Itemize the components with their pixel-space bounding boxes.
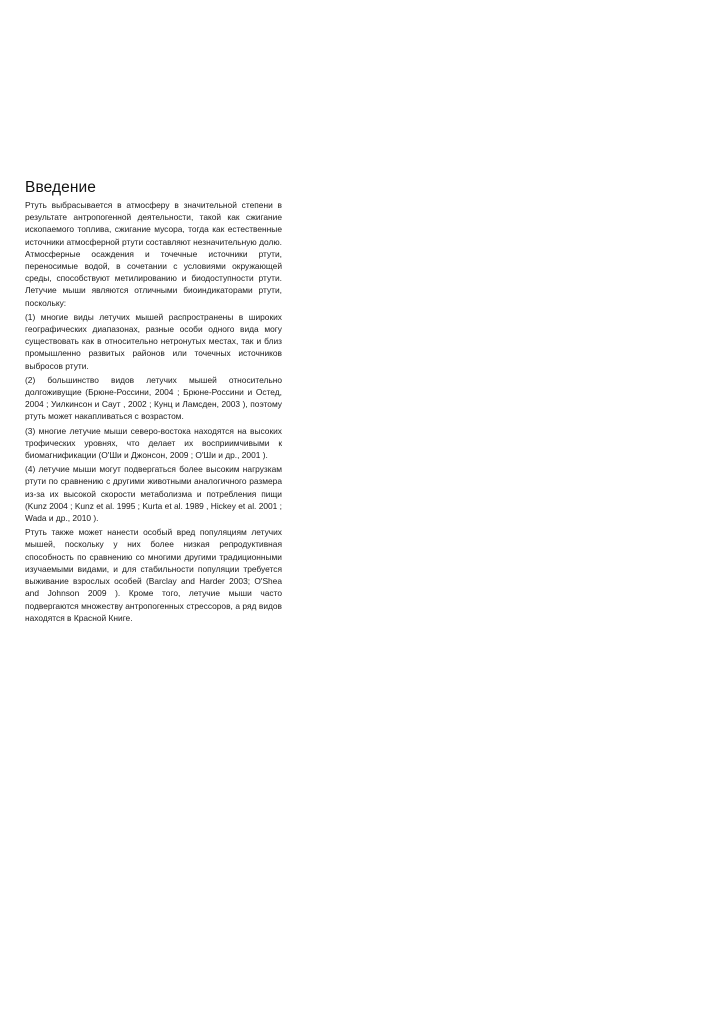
paragraph-reason-2: (2) большинство видов летучих мышей относительно долгоживущие (Брюне-Россини, 2004 ; Брюне-Россини и Остед, 2004 ; Уилкинсон и Саут , 2002 ; Кунц и Ламсден, 2003 ), поэтому ртуть может накапливаться с возрастом.	[25, 374, 282, 422]
section-heading: Введение	[25, 179, 96, 196]
paragraph-reason-3: (3) многие летучие мыши северо-востока находятся на высоких трофических уровнях, что делает их восприимчивыми к биомагнификации (О'Ши и Джонсон, 2009 ; О'Ши и др., 2001 ).	[25, 425, 282, 461]
paragraph-intro: Ртуть выбрасывается в атмосферу в значительной степени в результате антропогенной деятельности, такой как сжигание ископаемого топлива, сжигание мусора, тогда как естественные источники атмосферной ртути составляют незначительную долю. Атмосферные осаждения и точечные источники ртути, переносимые водой, в сочетании с условиями окружающей среды, способствуют метилированию и биодоступности ртути. Летучие мыши являются отличными биоиндикаторами ртути, поскольку:	[25, 200, 282, 308]
paragraph-conclusion: Ртуть также может нанести особый вред популяциям летучих мышей, поскольку у них более низкая репродуктивная способность по сравнению со многими другими традиционными изучаемыми видами, и для стабильности популяции требуется выживание взрослых особей (Barclay and Harder 2003; O'Shea and Johnson 2009 ). Кроме того, летучие мыши часто подвергаются множеству антропогенных стрессоров, а ряд видов находятся в Красной Книге.	[25, 527, 282, 623]
paragraph-reason-4: (4) летучие мыши могут подвергаться более высоким нагрузкам ртути по сравнению с другими животными аналогичного размера из-за их высокой скорости метаболизма и потребления пищи (Kunz 2004 ; Kunz et al. 1995 ; Kurta et al. 1989 , Hickey et al. 2001 ; Wada и др., 2010 ).	[25, 464, 282, 524]
paragraph-reason-1: (1) многие виды летучих мышей распространены в широких географических диапазонах, разные особи одного вида могу существовать как в относительно нетронутых местах, так и близ промышленно развитых районов или точечных источников выбросов ртути.	[25, 311, 282, 371]
text-column	[25, 178, 282, 624]
